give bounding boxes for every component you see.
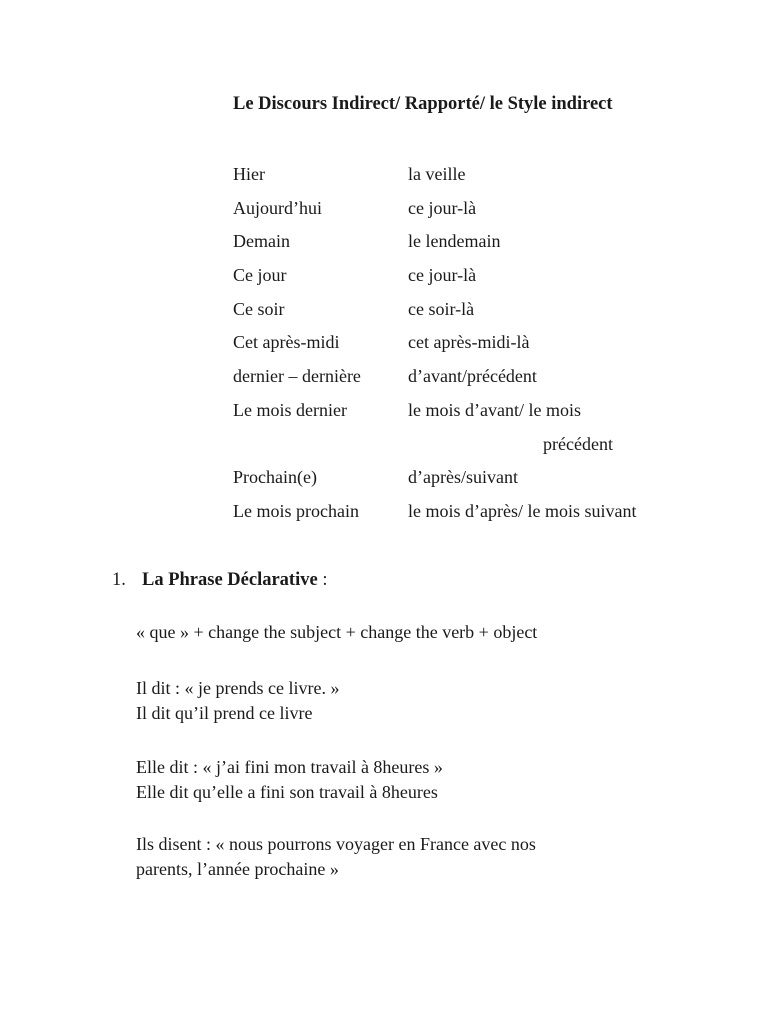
table-row xyxy=(233,161,713,195)
example-block xyxy=(136,832,536,882)
indirect-term: précédent xyxy=(543,433,613,454)
direct-term: Ce soir xyxy=(233,298,285,319)
example-direct: Ils disent : « nous pourrons voyager en France avec nos xyxy=(136,834,536,854)
direct-term: Prochain(e) xyxy=(233,467,317,488)
section-title-suffix: : xyxy=(317,570,328,590)
direct-term: Aujourd’hui xyxy=(233,197,322,218)
indirect-term: la veille xyxy=(408,164,466,184)
indirect-term: ce jour-là xyxy=(408,265,477,286)
indirect-term: ce jour-là xyxy=(408,197,477,218)
indirect-term: le mois d’après/ le mois suivant xyxy=(408,500,637,521)
direct-term: Le mois prochain xyxy=(233,500,359,521)
table-row xyxy=(233,329,713,363)
section-number: 1. xyxy=(112,570,126,590)
formula-rule: « que » + change the subject + change the verb + object xyxy=(136,622,538,642)
indirect-term: d’après/suivant xyxy=(408,467,518,488)
page-title: Le Discours Indirect/ Rapporté/ le Style indirect xyxy=(233,94,613,114)
indirect-term: cet après-midi-là xyxy=(408,332,530,353)
table-row-continuation xyxy=(233,431,713,465)
example-direct: Il dit : « je prends ce livre. » xyxy=(136,678,340,698)
indirect-term: d’avant/précédent xyxy=(408,366,537,387)
example-indirect: Il dit qu’il prend ce livre xyxy=(136,703,313,723)
table-row xyxy=(233,464,713,498)
direct-term: Le mois dernier xyxy=(233,399,347,420)
example-continuation: parents, l’année prochaine » xyxy=(136,859,339,879)
example-direct: Elle dit : « j’ai fini mon travail à 8heures » xyxy=(136,757,443,777)
table-row xyxy=(233,296,713,330)
direct-term: Ce jour xyxy=(233,265,287,286)
table-row xyxy=(233,195,713,229)
table-row xyxy=(233,498,713,532)
table-row xyxy=(233,228,713,262)
indirect-term: ce soir-là xyxy=(408,298,475,319)
direct-term: Demain xyxy=(233,231,290,252)
example-block xyxy=(136,755,443,805)
table-row xyxy=(233,397,713,431)
table-row xyxy=(233,363,713,397)
section-title: La Phrase Déclarative xyxy=(142,570,318,590)
time-expressions-table xyxy=(233,161,713,532)
direct-term: Cet après-midi xyxy=(233,332,340,353)
example-indirect: Elle dit qu’elle a fini son travail à 8heures xyxy=(136,782,438,802)
indirect-term: le lendemain xyxy=(408,231,501,252)
table-row xyxy=(233,262,713,296)
example-block xyxy=(136,676,339,726)
direct-term: dernier – dernière xyxy=(233,366,361,387)
direct-term: Hier xyxy=(233,164,265,184)
section-heading xyxy=(112,570,327,591)
indirect-term: le mois d’avant/ le mois xyxy=(408,399,581,420)
